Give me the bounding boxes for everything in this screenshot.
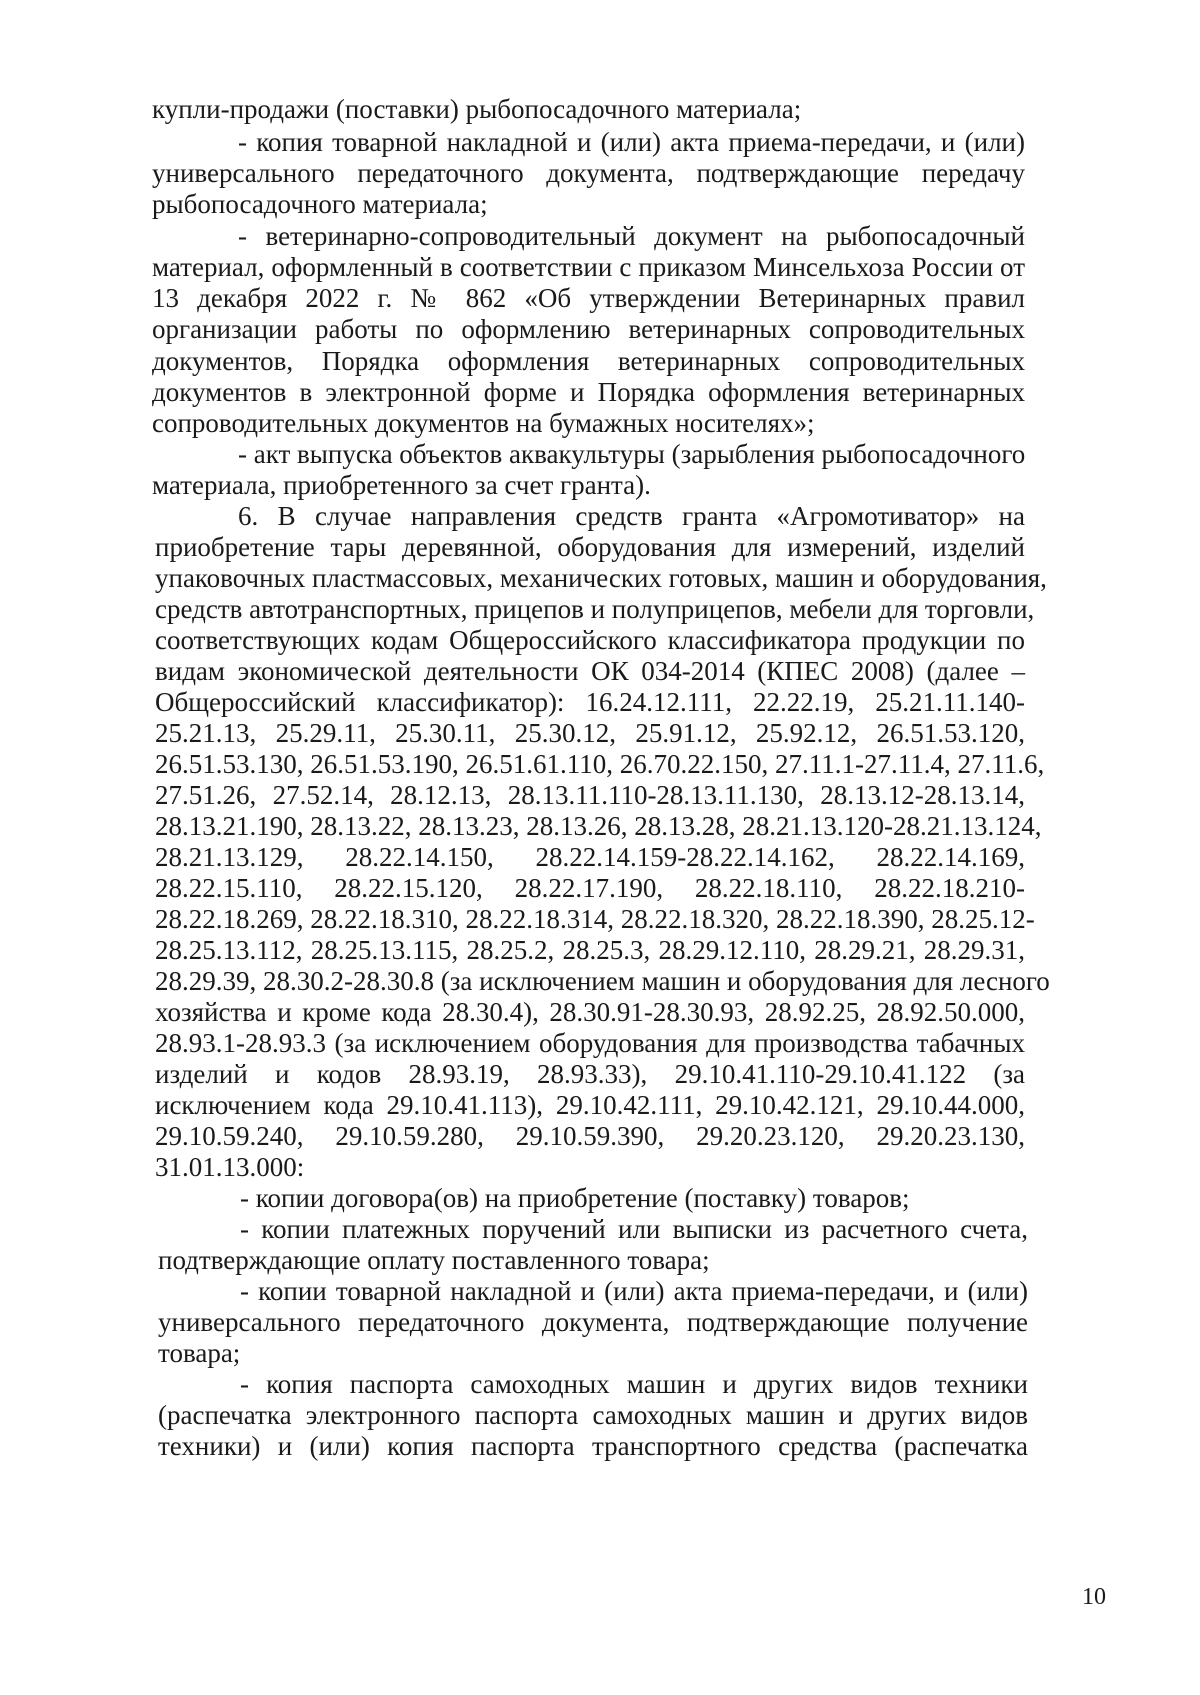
text-line: 28.21.13.129, 28.22.14.150, 28.22.14.159-28.22.14.162, 28.22.14.169,: [155, 842, 1025, 872]
text-line: 28.93.1-28.93.3 (за исключением оборудования для производства табачных: [155, 1028, 1025, 1058]
text-line: документов, Порядка оформления ветеринарных сопроводительных: [152, 346, 1025, 376]
text-line: материал, оформленный в соответствии с приказом Минсельхоза России от: [152, 252, 1025, 282]
text-line: 28.22.18.269, 28.22.18.310, 28.22.18.314, 28.22.18.320, 28.22.18.390, 28.25.12-: [155, 904, 1035, 934]
text-line: - ветеринарно-сопроводительный документ на рыбопосадочный: [238, 221, 1025, 251]
text-line: документов в электронной форме и Порядка оформления ветеринарных: [152, 377, 1025, 407]
text-line: товара;: [158, 1338, 241, 1368]
text-line: Общероссийский классификатор): 16.24.12.111, 22.22.19, 25.21.11.140-: [155, 687, 1025, 717]
text-line: 26.51.53.130, 26.51.53.190, 26.51.61.110, 26.70.22.150, 27.11.1-27.11.4, 27.11.6,: [155, 749, 1045, 779]
text-line: - акт выпуска объектов аквакультуры (зарыбления рыбопосадочного: [238, 439, 1026, 469]
text-line: организации работы по оформлению ветеринарных сопроводительных: [152, 314, 1025, 344]
text-line: техники) и (или) копия паспорта транспортного средства (распечатка: [158, 1431, 1028, 1461]
text-line: средств автотранспортных, прицепов и полуприцепов, мебели для торговли,: [155, 594, 1035, 624]
text-line: 28.13.21.190, 28.13.22, 28.13.23, 28.13.26, 28.13.28, 28.21.13.120-28.21.13.124,: [155, 811, 1042, 841]
text-line: универсального передаточного документа, подтверждающие получение: [158, 1307, 1028, 1337]
text-line: 27.51.26, 27.52.14, 28.12.13, 28.13.11.110-28.13.11.130, 28.13.12-28.13.14,: [155, 780, 1025, 810]
text-line: материала, приобретенного за счет гранта).: [152, 470, 651, 500]
text-line: купли-продажи (поставки) рыбопосадочного материала;: [152, 94, 802, 124]
text-line: 28.25.13.112, 28.25.13.115, 28.25.2, 28.25.3, 28.29.12.110, 28.29.21, 28.29.31,: [155, 935, 1025, 965]
text-line: изделий и кодов 28.93.19, 28.93.33), 29.10.41.110-29.10.41.122 (за: [155, 1059, 1025, 1089]
text-line: - копии договора(ов) на приобретение (поставку) товаров;: [240, 1183, 910, 1213]
text-line: исключением кода 29.10.41.113), 29.10.42.111, 29.10.42.121, 29.10.44.000,: [155, 1090, 1025, 1120]
text-line: 29.10.59.240, 29.10.59.280, 29.10.59.390, 29.20.23.120, 29.20.23.130,: [155, 1121, 1025, 1151]
text-line: 25.21.13, 25.29.11, 25.30.11, 25.30.12, 25.91.12, 25.92.12, 26.51.53.120,: [155, 718, 1025, 748]
text-line: 6. В случае направления средств гранта «Агромотиватор» на: [238, 501, 1025, 531]
text-line: соответствующих кодам Общероссийского классификатора продукции по: [155, 625, 1025, 655]
text-line: 28.22.15.110, 28.22.15.120, 28.22.17.190, 28.22.18.110, 28.22.18.210-: [155, 873, 1025, 903]
text-line: - копии товарной накладной и (или) акта приема-передачи, и (или): [240, 1276, 1028, 1306]
text-line: - копия товарной накладной и (или) акта приема-передачи, и (или): [238, 127, 1025, 157]
text-line: хозяйства и кроме кода 28.30.4), 28.30.91-28.30.93, 28.92.25, 28.92.50.000,: [155, 997, 1025, 1027]
text-line: 13 декабря 2022 г. № 862 «Об утверждении Ветеринарных правил: [152, 283, 1025, 313]
text-line: - копия паспорта самоходных машин и других видов техники: [240, 1369, 1028, 1399]
text-line: приобретение тары деревянной, оборудования для измерений, изделий: [155, 532, 1025, 562]
text-line: подтверждающие оплату поставленного товара;: [158, 1245, 710, 1275]
page-number: 10: [1082, 1584, 1106, 1610]
text-line: 28.29.39, 28.30.2-28.30.8 (за исключением машин и оборудования для лесного: [155, 966, 1050, 996]
text-line: (распечатка электронного паспорта самоходных машин и других видов: [158, 1400, 1028, 1430]
text-line: - копии платежных поручений или выписки из расчетного счета,: [240, 1214, 1028, 1244]
text-line: рыбопосадочного материала;: [152, 189, 488, 219]
text-line: 31.01.13.000:: [155, 1152, 305, 1182]
text-line: видам экономической деятельности ОК 034-2014 (КПЕС 2008) (далее –: [155, 656, 1025, 686]
text-line: универсального передаточного документа, подтверждающие передачу: [152, 158, 1025, 188]
text-line: упаковочных пластмассовых, механических готовых, машин и оборудования,: [155, 563, 1047, 593]
text-line: сопроводительных документов на бумажных носителях»;: [152, 408, 815, 438]
